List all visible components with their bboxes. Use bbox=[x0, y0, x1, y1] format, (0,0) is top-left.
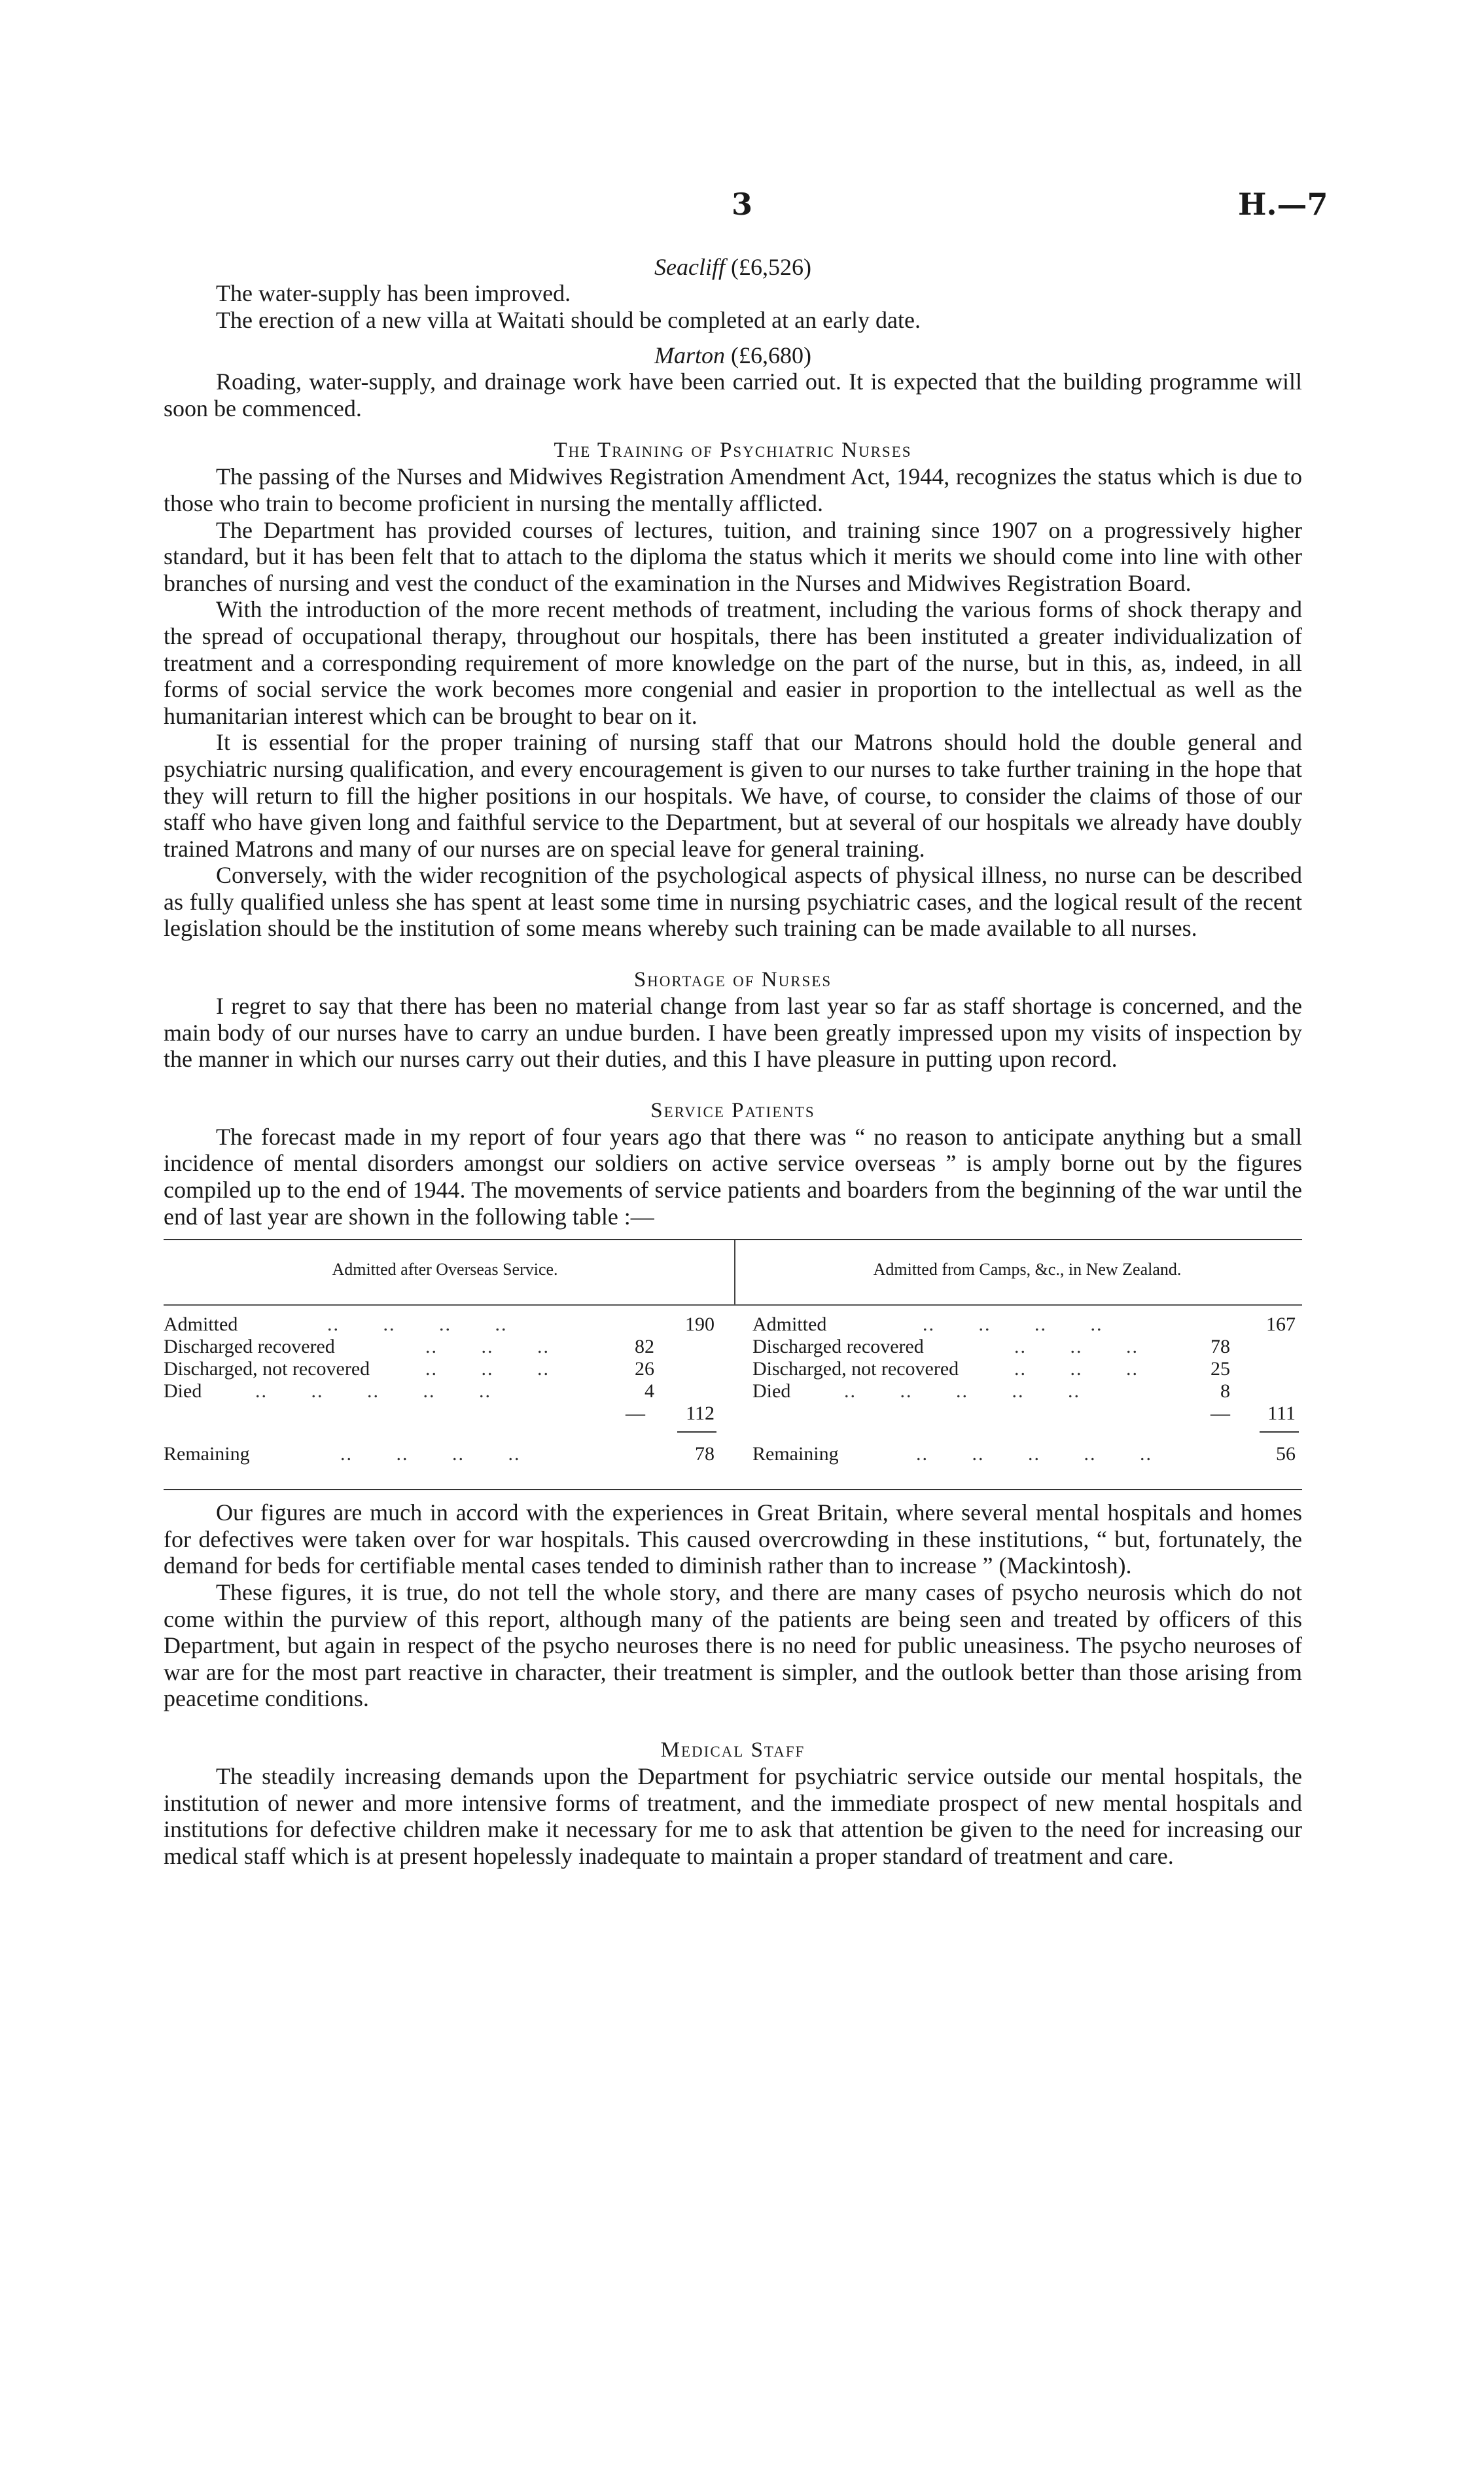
table-row: Died .. .. .. .. .. 8 bbox=[752, 1380, 1230, 1403]
marton-amount: (£6,680) bbox=[731, 342, 811, 369]
after-table-paragraph-2: These figures, it is true, do not tell the whole story, and there are many cases of psycho neurosis which do not come within the purview of this report, although many of the patients are being seen and treated by officers of this Department, but again in respect of the psycho neuroses there is no need for public uneasiness. The psycho neuroses of war are for the most part reactive in character, their treatment is simpler, and the outlook better than those arising from peacetime conditions. bbox=[164, 1579, 1302, 1712]
row-label: Remaining bbox=[752, 1443, 839, 1465]
seacliff-line-1: The water-supply has been improved. bbox=[216, 280, 571, 306]
medical-paragraph-1: The steadily increasing demands upon the Department for psychiatric service outside our mental hospitals, the institution of newer and more intensive forms of treatment, and the immediate prospect of new mental hospitals and institutions for defective children make it necessary for me to ask that attention be given to the need for increasing our medical staff which is at present hopelessly inadequate to maintain a proper standard of treatment and care. bbox=[164, 1762, 1302, 1869]
marton-heading bbox=[164, 342, 1302, 368]
service-paragraph-1: The forecast made in my report of four years ago that there was “ no reason to anticipate anything but a small incidence of mental disorders amongst our soldiers on active service overseas ” is amply borne out by the figures compiled up to the end of 1944. The movements of service patients and boarders from the beginning of the war until the end of last year are shown in the following table :— bbox=[164, 1123, 1302, 1230]
row-total: 112 bbox=[686, 1403, 715, 1425]
row-label: Died bbox=[752, 1380, 791, 1403]
table-row: Remaining .. .. .. .. 78 bbox=[164, 1443, 715, 1465]
row-label: Died bbox=[164, 1380, 202, 1403]
row-value: 8 bbox=[1220, 1380, 1230, 1403]
marton-paragraph: Roading, water-supply, and drainage work have been carried out. It is expected that the building programme will soon be commenced. bbox=[164, 368, 1302, 421]
row-label: Discharged recovered bbox=[752, 1336, 924, 1358]
row-label: Discharged recovered bbox=[164, 1336, 335, 1358]
row-total: 190 bbox=[685, 1313, 715, 1336]
row-label: Admitted bbox=[164, 1313, 238, 1336]
training-paragraph-4: It is essential for the proper training of nursing staff that our Matrons should hold the double general and psychiatric nursing qualification, and every encouragement is given to our nurses to take further training in the hope that they will return to fill the higher positions in our hospitals. We have, of course, to consider the claims of those of our staff who have given long and faithful service to the Department, but at several of our hospitals we already have doubly trained Matrons and many of our nurses are on special leave for general training. bbox=[164, 729, 1302, 862]
seacliff-name: Seacliff bbox=[654, 254, 725, 280]
row-label: Remaining bbox=[164, 1443, 250, 1465]
table-row: — 111 bbox=[1210, 1403, 1296, 1425]
row-value: 78 bbox=[1210, 1336, 1230, 1358]
row-label: Discharged, not recovered bbox=[752, 1358, 959, 1380]
row-total: 56 bbox=[1276, 1443, 1296, 1465]
shortage-paragraph-1: I regret to say that there has been no material change from last year so far as staff shortage is concerned, and the main body of our nurses have to carry an undue burden. I have been greatly impressed upon my visits of inspection by the manner in which our nurses carry out their duties, and this I have pleasure in putting upon record. bbox=[164, 993, 1302, 1073]
training-paragraph-2: The Department has provided courses of lectures, tuition, and training since 1907 on a progressively higher standard, but it has been felt that to attach to the diploma the status which it merits we should come into line with other branches of nursing and vest the conduct of the examination in the Nurses and Midwives Registration Board. bbox=[164, 516, 1302, 596]
row-value: 4 bbox=[645, 1380, 654, 1403]
overseas-column-heading: Admitted after Overseas Service. bbox=[332, 1260, 558, 1279]
row-total: 78 bbox=[695, 1443, 715, 1465]
total-rule bbox=[677, 1431, 716, 1433]
camps-column bbox=[752, 1240, 1302, 1465]
overseas-column bbox=[164, 1240, 726, 1465]
table-row: Discharged recovered .. .. .. 78 bbox=[752, 1336, 1230, 1358]
row-total: 167 bbox=[1266, 1313, 1296, 1336]
row-label: Discharged, not recovered bbox=[164, 1358, 370, 1380]
row-value: 82 bbox=[635, 1336, 654, 1358]
row-value: 26 bbox=[635, 1358, 654, 1380]
camps-column-heading: Admitted from Camps, &c., in New Zealand. bbox=[873, 1260, 1182, 1279]
after-table-paragraph-1: Our figures are much in accord with the experiences in Great Britain, where several mental hospitals and homes for defectives were taken over for war hospitals. This caused overcrowding in these institutions, “ but, fortunately, the demand for beds for certifiable mental cases tended to diminish rather than to increase ” (Mackintosh). bbox=[164, 1499, 1302, 1579]
table-row: Remaining .. .. .. .. .. 56 bbox=[752, 1443, 1296, 1465]
document-reference: H.—7 bbox=[1238, 187, 1328, 222]
table-row: Admitted .. .. .. .. 190 bbox=[164, 1313, 715, 1336]
training-paragraph-5: Conversely, with the wider recognition of the psychological aspects of physical illness, no nurse can be described as fully qualified unless she has spent at least some time in nursing psychiatric cases, and the logical result of the recent legislation should be the institution of some means whereby such training can be made available to all nurses. bbox=[164, 862, 1302, 942]
table-row: Admitted .. .. .. .. 167 bbox=[752, 1313, 1296, 1336]
table-divider bbox=[734, 1240, 735, 1306]
page-number: 3 bbox=[732, 187, 753, 222]
total-rule bbox=[1260, 1431, 1299, 1433]
seacliff-heading bbox=[164, 254, 1302, 280]
table-row: Discharged, not recovered .. .. .. 26 bbox=[164, 1358, 654, 1380]
training-paragraph-3: With the introduction of the more recent methods of treatment, including the various forms of shock therapy and the spread of occupational therapy, throughout our hospitals, there has been instituted a greater individualization of treatment and a corresponding requirement of more knowledge on the part of the nurse, but in this, as, indeed, in all forms of social service the work becomes more congenial and easier in proportion to the intellectual as well as the humanitarian interest which can be brought to bear on it. bbox=[164, 596, 1302, 729]
marton-name: Marton bbox=[654, 342, 725, 369]
table-row: Discharged, not recovered .. .. .. 25 bbox=[752, 1358, 1230, 1380]
row-total: 111 bbox=[1267, 1403, 1296, 1425]
training-section-title: The Training of Psychiatric Nurses bbox=[554, 438, 912, 463]
seacliff-line-2: The erection of a new villa at Waitati should be completed at an early date. bbox=[216, 306, 921, 333]
row-value: 25 bbox=[1210, 1358, 1230, 1380]
row-label: Admitted bbox=[752, 1313, 827, 1336]
seacliff-amount: (£6,526) bbox=[730, 254, 811, 280]
training-paragraph-1: The passing of the Nurses and Midwives Registration Amendment Act, 1944, recognizes the status which is due to those who train to become proficient in nursing the mentally afflicted. bbox=[164, 463, 1302, 516]
table-header-rule bbox=[164, 1304, 1302, 1306]
medical-section-title: Medical Staff bbox=[660, 1738, 805, 1762]
table-row: Died .. .. .. .. .. 4 bbox=[164, 1380, 654, 1403]
service-patients-table bbox=[164, 1239, 1302, 1490]
page-body bbox=[164, 254, 1302, 1869]
table-row: — 112 bbox=[626, 1403, 715, 1425]
shortage-section-title: Shortage of Nurses bbox=[633, 968, 832, 992]
service-section-title: Service Patients bbox=[650, 1098, 815, 1122]
table-row: Discharged recovered .. .. .. 82 bbox=[164, 1336, 654, 1358]
